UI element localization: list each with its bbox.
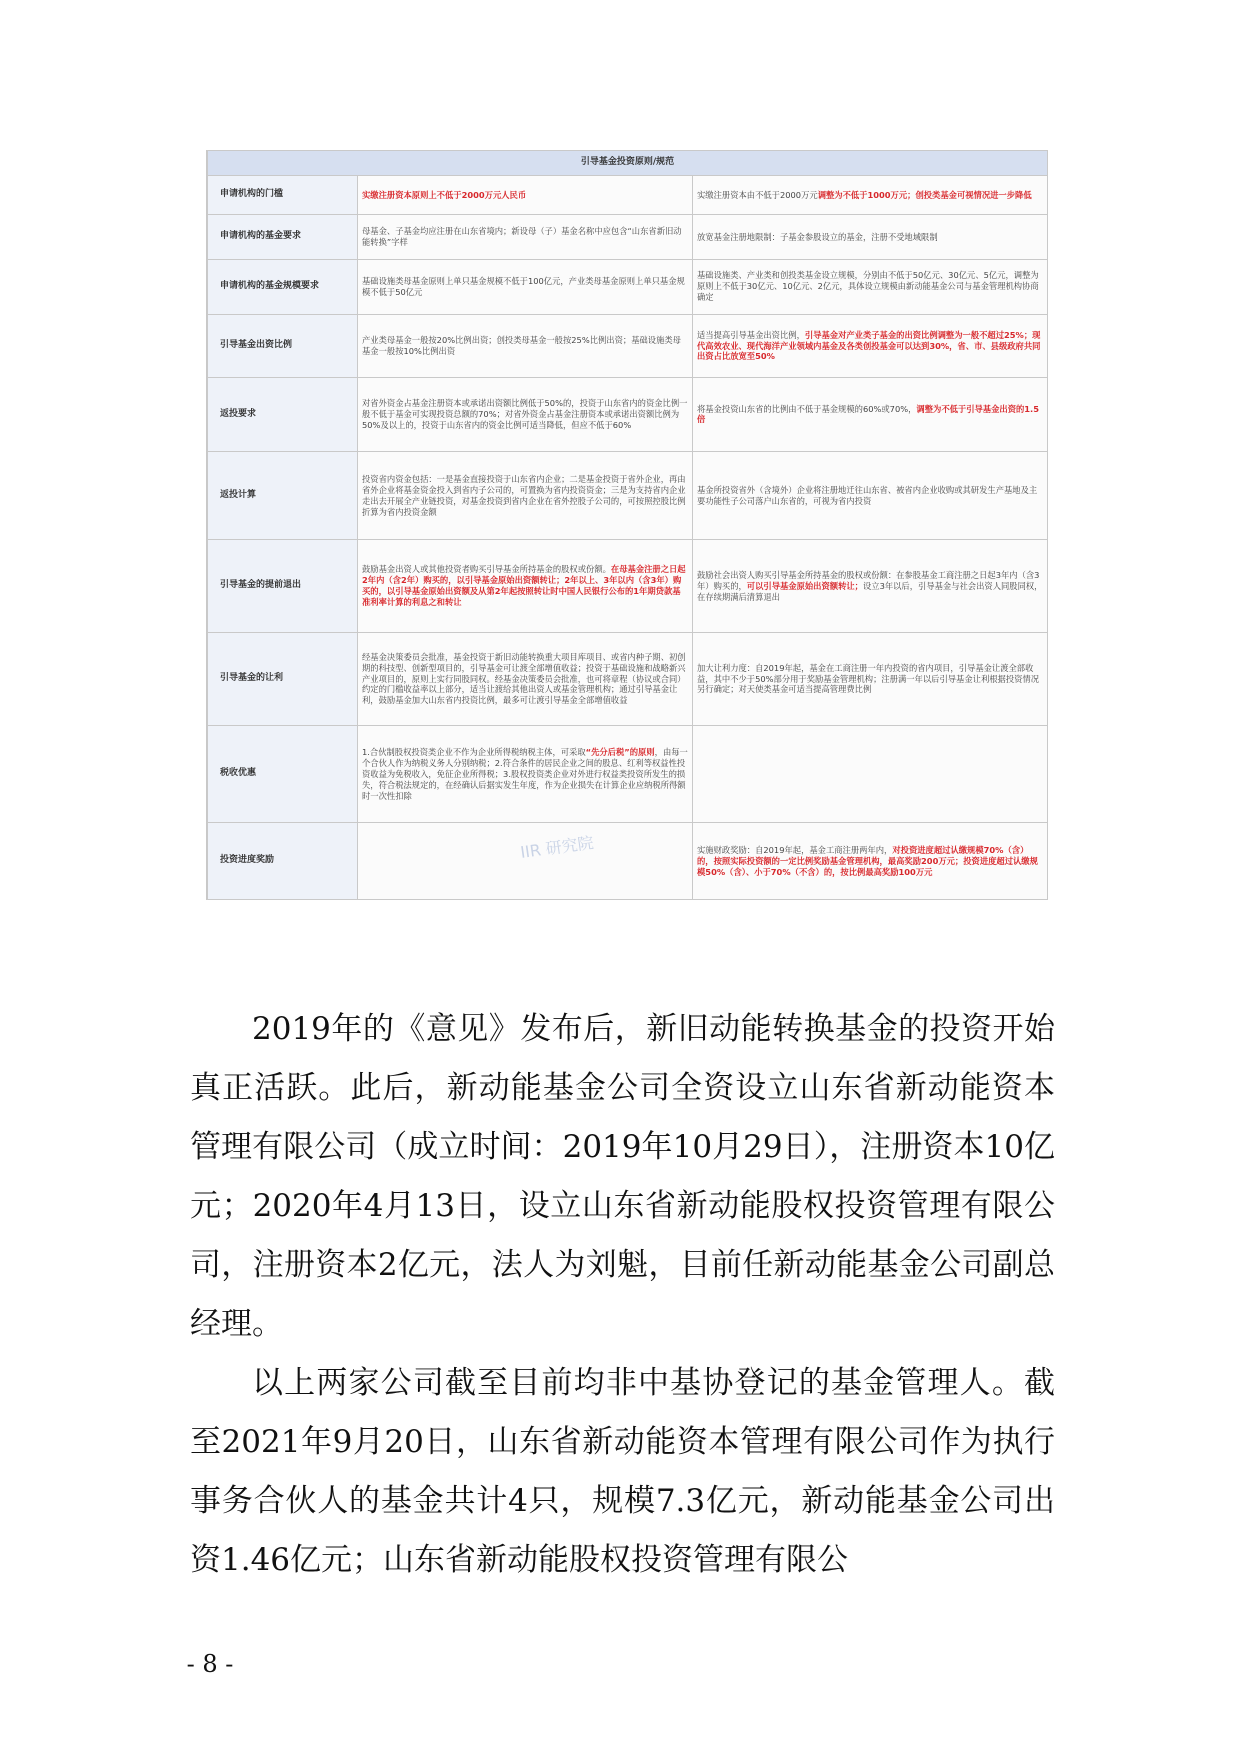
cell-text: 对省外资金占基金注册资本或承诺出资额比例低于50%的，投资于山东省内的资金比例一般不低于基金可实现投资总额的70%；对省外资金占基金注册资本或承诺出资额比例为50%及以上的，投资于山东省内的资金比例可适当降低，但应不低于60% [362, 398, 688, 430]
cell-text: 基础设施类、产业类和创投类基金设立规模，分别由不低于50亿元、30亿元、5亿元，调整为原则上不低于30亿元、10亿元、2亿元，具体设立规模由新动能基金公司与基金管理机构协商确定 [697, 270, 1039, 303]
table-row [208, 823, 1048, 900]
table-row [208, 452, 1048, 540]
cell-text: 实缴注册资本由不低于2000万元 [697, 189, 818, 200]
original-rule-cell [358, 452, 693, 540]
revised-rule-cell [693, 452, 1048, 540]
highlight-text: “先分后税”的原则 [585, 746, 655, 757]
cell-text: 基础设施类母基金原则上单只基金规模不低于100亿元，产业类母基金原则上单只基金规模不低于50亿元 [362, 275, 685, 297]
cell-text: 经基金决策委员会批准，基金投资于新旧动能转换重大项目库项目、或省内种子期、初创期的科技型、创新型项目的，引导基金可让渡全部增值收益；投资于基础设施和战略新兴产业项目的，原则上实行同股同权。经基金决策委员会批准，也可将章程（协议或合同）约定的门槛收益率以上部分，适当让渡给其他出资人或基金管理机构；通过引导基金让利，鼓励基金加大山东省内投资比例，最多可让渡引导基金全部增值收益 [362, 651, 686, 706]
highlight-text: 在母基金注册之日起2年内（含2年）购买的，以引导基金原始出资额转让；2年以上、3年以内（含3年）购买的，以引导基金原始出资额及从第2年起按照转让时中国人民银行公布的1年期贷款基准利率计算的利息之和转让 [362, 564, 686, 608]
table-row [208, 725, 1048, 822]
cell-text: 设立3年以后，引导基金与社会出资人同股同权，在存续期满后清算退出 [697, 580, 1043, 602]
revised-rule-cell [693, 725, 1048, 822]
original-rule-cell [358, 259, 693, 315]
cell-text: 加大让利力度：自2019年起，基金在工商注册一年内投资的省内项目，引导基金让渡全部收益，其中不少于50%部分用于奖励基金管理机构；注册满一年以后引导基金让利根据投资情况另行确定；对天使类基金可适当提高管理费比例 [697, 662, 1040, 695]
original-rule-cell [358, 633, 693, 726]
highlight-text: 调整为不低于引导基金出资的1.5倍 [697, 403, 1039, 425]
revised-rule-cell [693, 259, 1048, 315]
cell-text: 实施财政奖励：自2019年起，基金工商注册两年内， [697, 844, 893, 855]
original-rule-cell [358, 315, 693, 378]
highlight-text: 创投类基金可视情况进一步降低 [915, 189, 1032, 200]
cell-text: 将基金投资山东省的比例由不低于基金规模的60%或70%， [697, 403, 917, 414]
row-label: 税收优惠 [208, 725, 358, 822]
revised-rule-cell [693, 377, 1048, 451]
cell-text: 适当提高引导基金出资比例， [697, 329, 805, 340]
table-row [208, 176, 1048, 215]
paragraph: 2019年的《意见》发布后，新旧动能转换基金的投资开始真正活跃。此后，新动能基金公司全资设立山东省新动能资本管理有限公司（成立时间：2019年10月29日），注册资本10亿元；2020年4月13日，设立山东省新动能股权投资管理有限公司，注册资本2亿元，法人为刘魁，目前任新动能基金公司副总经理。 [190, 1011, 1055, 1342]
highlight-text: 调整为不低于1000万元； [817, 189, 916, 200]
revised-rule-cell [693, 540, 1048, 633]
row-label: 引导基金的提前退出 [208, 540, 358, 633]
highlight-text: 引导基金对产业类子基金的出资比例调整为一般不超过25%；现代高效农业、现代海洋产业领域内基金及各类创投基金可以达到30%，省、市、县级政府共同出资占比放宽至50% [697, 329, 1041, 362]
cell-text: 1.合伙制股权投资类企业不作为企业所得税纳税主体，可采取 [362, 746, 586, 757]
revised-rule-cell [693, 315, 1048, 378]
revised-rule-cell [693, 823, 1048, 900]
original-rule-cell [358, 540, 693, 633]
table-row [208, 633, 1048, 726]
table-row [208, 259, 1048, 315]
highlight-text: 可以引导基金原始出资额转让； [746, 580, 863, 591]
body-text [190, 1000, 1055, 1590]
rules-table [207, 150, 1048, 900]
page-number: - 8 - [186, 1650, 234, 1678]
cell-text: 产业类母基金一般按20%比例出资；创投类母基金一般按25%比例出资；基础设施类母基金一般按10%比例出资 [362, 335, 681, 357]
paragraph: 以上两家公司截至目前均非中基协登记的基金管理人。截至2021年9月20日，山东省新动能资本管理有限公司作为执行事务合伙人的基金共计4只，规模7.3亿元，新动能基金公司出资1.46亿元；山东省新动能股权投资管理有限公 [190, 1365, 1055, 1578]
original-rule-cell [358, 176, 693, 215]
row-label: 引导基金出资比例 [208, 315, 358, 378]
row-label: 引导基金的让利 [208, 633, 358, 726]
table-row [208, 540, 1048, 633]
revised-rule-cell [693, 176, 1048, 215]
figure-table [206, 150, 1048, 900]
row-label: 投资进度奖励 [208, 823, 358, 900]
revised-rule-cell [693, 633, 1048, 726]
cell-text: ，由每一个合伙人作为纳税义务人分别纳税；2.符合条件的居民企业之间的股息、红利等权益性投资收益为免税收入，免征企业所得税；3.股权投资类企业对外进行权益类投资所发生的损失，符合税法规定的，在经确认后据实发生年度，作为企业损失在计算企业应纳税所得额时一次性扣除 [362, 746, 688, 801]
table-row [208, 377, 1048, 451]
row-label: 申请机构的基金规模要求 [208, 259, 358, 315]
table-title: 引导基金投资原则/规范 [208, 151, 1048, 176]
row-label: 申请机构的基金要求 [208, 215, 358, 259]
cell-text: 鼓励基金出资人或其他投资者购买引导基金所持基金的股权或份额。 [362, 564, 611, 575]
original-rule-cell [358, 725, 693, 822]
revised-rule-cell [693, 215, 1048, 259]
row-label: 申请机构的门槛 [208, 176, 358, 215]
watermark: IIR 研究院 [519, 832, 595, 863]
row-label: 返投计算 [208, 452, 358, 540]
cell-text: 鼓励社会出资人购买引导基金所持基金的股权或份额：在参股基金工商注册之日起3年内（含3年）购买的， [697, 569, 1040, 591]
original-rule-cell [358, 215, 693, 259]
highlight-text: 实缴注册资本原则上不低于2000万元人民币 [362, 189, 527, 200]
cell-text: 母基金、子基金均应注册在山东省境内；新设母（子）基金名称中应包含“山东省新旧动能转换”字样 [362, 226, 682, 247]
cell-text: 投资省内资金包括：一是基金直接投资于山东省内企业；二是基金投资于省外企业，再由省外企业将基金资金投入到省内子公司的，可置换为省内投资资金；三是为支持省内企业走出去开展全产业链投资，对基金投资到省内企业在省外控股子公司的，可按照控股比例折算为省内投资金额 [362, 473, 686, 517]
row-label: 返投要求 [208, 377, 358, 451]
highlight-text: 对投资进度超过认缴规模70%（含）的，按照实际投资额的一定比例奖励基金管理机构，最高奖励200万元；投资进度超过认缴规模50%（含）、小于70%（不含）的，按比例最高奖励100万元 [697, 844, 1038, 877]
cell-text: 放宽基金注册地限制：子基金参股设立的基金，注册不受地域限制 [697, 231, 938, 242]
original-rule-cell [358, 377, 693, 451]
table-row [208, 315, 1048, 378]
cell-text: 基金所投资省外（含境外）企业将注册地迁往山东省、被省内企业收购或其研发生产基地及主要功能性子公司落户山东省的，可视为省内投资 [697, 484, 1038, 506]
table-row [208, 215, 1048, 259]
